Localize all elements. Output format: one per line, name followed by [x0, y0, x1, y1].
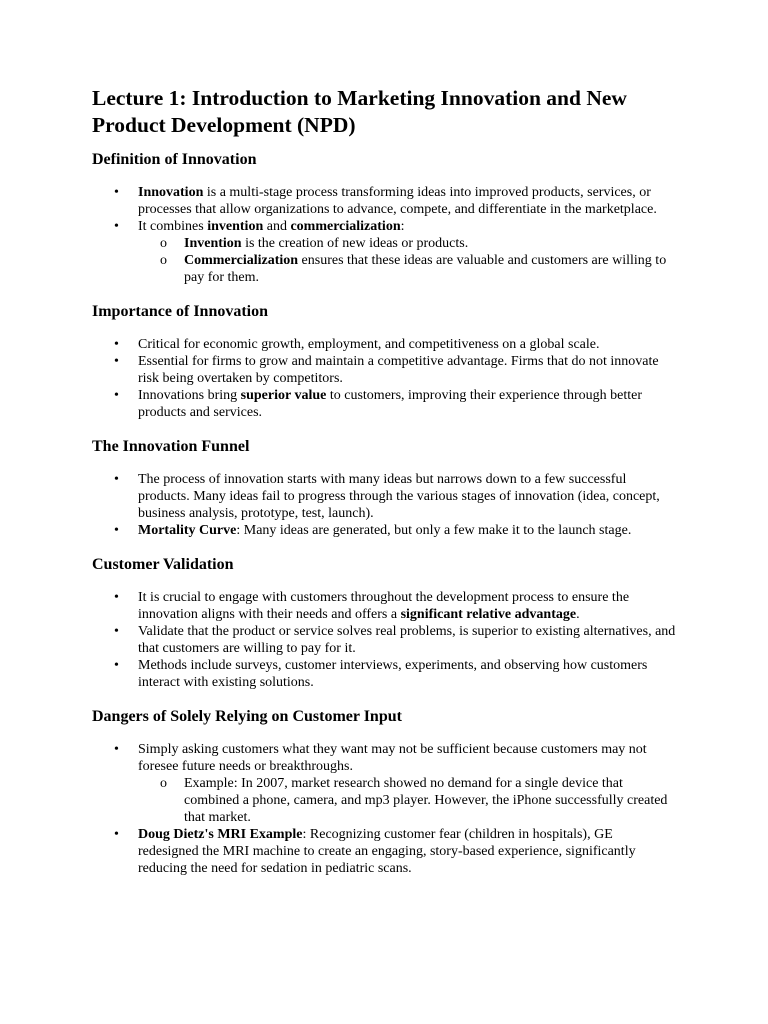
bullet-list: [92, 471, 676, 539]
item-text: It combines: [138, 219, 208, 234]
sub-list-item: o Example: In 2007, market research showed no demand for a single device that combined a phone, camera, and mp3 player. However, the iPhone successfully created that market.: [138, 775, 676, 826]
bold-term: Doug Dietz's MRI Example: [138, 827, 303, 842]
section-heading: Dangers of Solely Relying on Customer Input: [92, 708, 402, 725]
item-text: .: [576, 607, 580, 622]
sub-list: [138, 235, 676, 286]
bold-term: Mortality Curve: [138, 523, 237, 538]
sub-list: [138, 775, 676, 826]
item-text: Innovations bring: [138, 388, 241, 403]
item-text: ensures that these ideas are valuable and customers are willing to pay for them.: [184, 253, 667, 285]
list-item: • The process of innovation starts with many ideas but narrows down to a few successful products. Many ideas fail to progress through the various stages of innovation (idea, concept, business analysis, prototype, test, launch).: [92, 471, 676, 522]
item-text: and: [263, 219, 291, 234]
section-heading: Customer Validation: [92, 556, 234, 573]
section-heading: The Innovation Funnel: [92, 438, 250, 455]
bullet-list: [92, 184, 676, 286]
bold-term: commercialization: [290, 219, 401, 234]
item-text: : Many ideas are generated, but only a few make it to the launch stage.: [236, 523, 632, 538]
item-text: is a multi-stage process transforming ideas into improved products, services, or processes that allow organizations to advance, compete, and differentiate in the marketplace.: [138, 185, 657, 217]
list-item: [92, 522, 676, 539]
item-text: :: [400, 219, 405, 234]
section-heading: Importance of Innovation: [92, 303, 269, 320]
bold-term: Commercialization: [184, 253, 299, 268]
section-funnel: [92, 437, 676, 539]
item-text: to customers, improving their experience through better products and services.: [138, 388, 643, 420]
list-item: [92, 387, 676, 421]
list-item: [92, 826, 676, 877]
list-item: [92, 741, 676, 826]
section-heading: Definition of Innovation: [92, 151, 257, 168]
page-title: Lecture 1: Introduction to Marketing Innovation and New Product Development (NPD): [92, 86, 627, 137]
bold-term: invention: [207, 219, 264, 234]
item-text: Simply asking customers what they want may not be sufficient because customers may not foresee future needs or breakthroughs.: [138, 742, 647, 774]
item-text: : Recognizing customer fear (children in hospitals), GE redesigned the MRI machine to create an engaging, story-based experience, significantly reducing the need for sedation in pediatric scans.: [138, 827, 636, 876]
list-item: [92, 218, 676, 286]
list-item: • Critical for economic growth, employment, and competitiveness on a global scale.: [92, 336, 676, 353]
section-dangers: [92, 707, 676, 877]
bold-term: Invention: [184, 236, 242, 251]
sub-list-item: [138, 252, 676, 286]
item-text: It is crucial to engage with customers throughout the development process to ensure the innovation aligns with their needs and offers a: [138, 590, 630, 622]
bold-term: superior value: [240, 388, 327, 403]
bold-term: significant relative advantage: [400, 607, 577, 622]
sub-list-item: [138, 235, 676, 252]
section-validation: [92, 555, 676, 691]
list-item: • Essential for firms to grow and maintain a competitive advantage. Firms that do not innovate risk being overtaken by competitors.: [92, 353, 676, 387]
section-importance: [92, 302, 676, 421]
list-item: • Validate that the product or service solves real problems, is superior to existing alternatives, and that customers are willing to pay for it.: [92, 623, 676, 657]
list-item: [92, 184, 676, 218]
bold-term: Innovation: [138, 185, 204, 200]
bullet-list: [92, 741, 676, 877]
list-item: • Methods include surveys, customer interviews, experiments, and observing how customers interact with existing solutions.: [92, 657, 676, 691]
bullet-list: [92, 589, 676, 691]
item-text: is the creation of new ideas or products.: [241, 236, 469, 251]
bullet-list: [92, 336, 676, 421]
list-item: [92, 589, 676, 623]
section-definition: [92, 150, 676, 286]
